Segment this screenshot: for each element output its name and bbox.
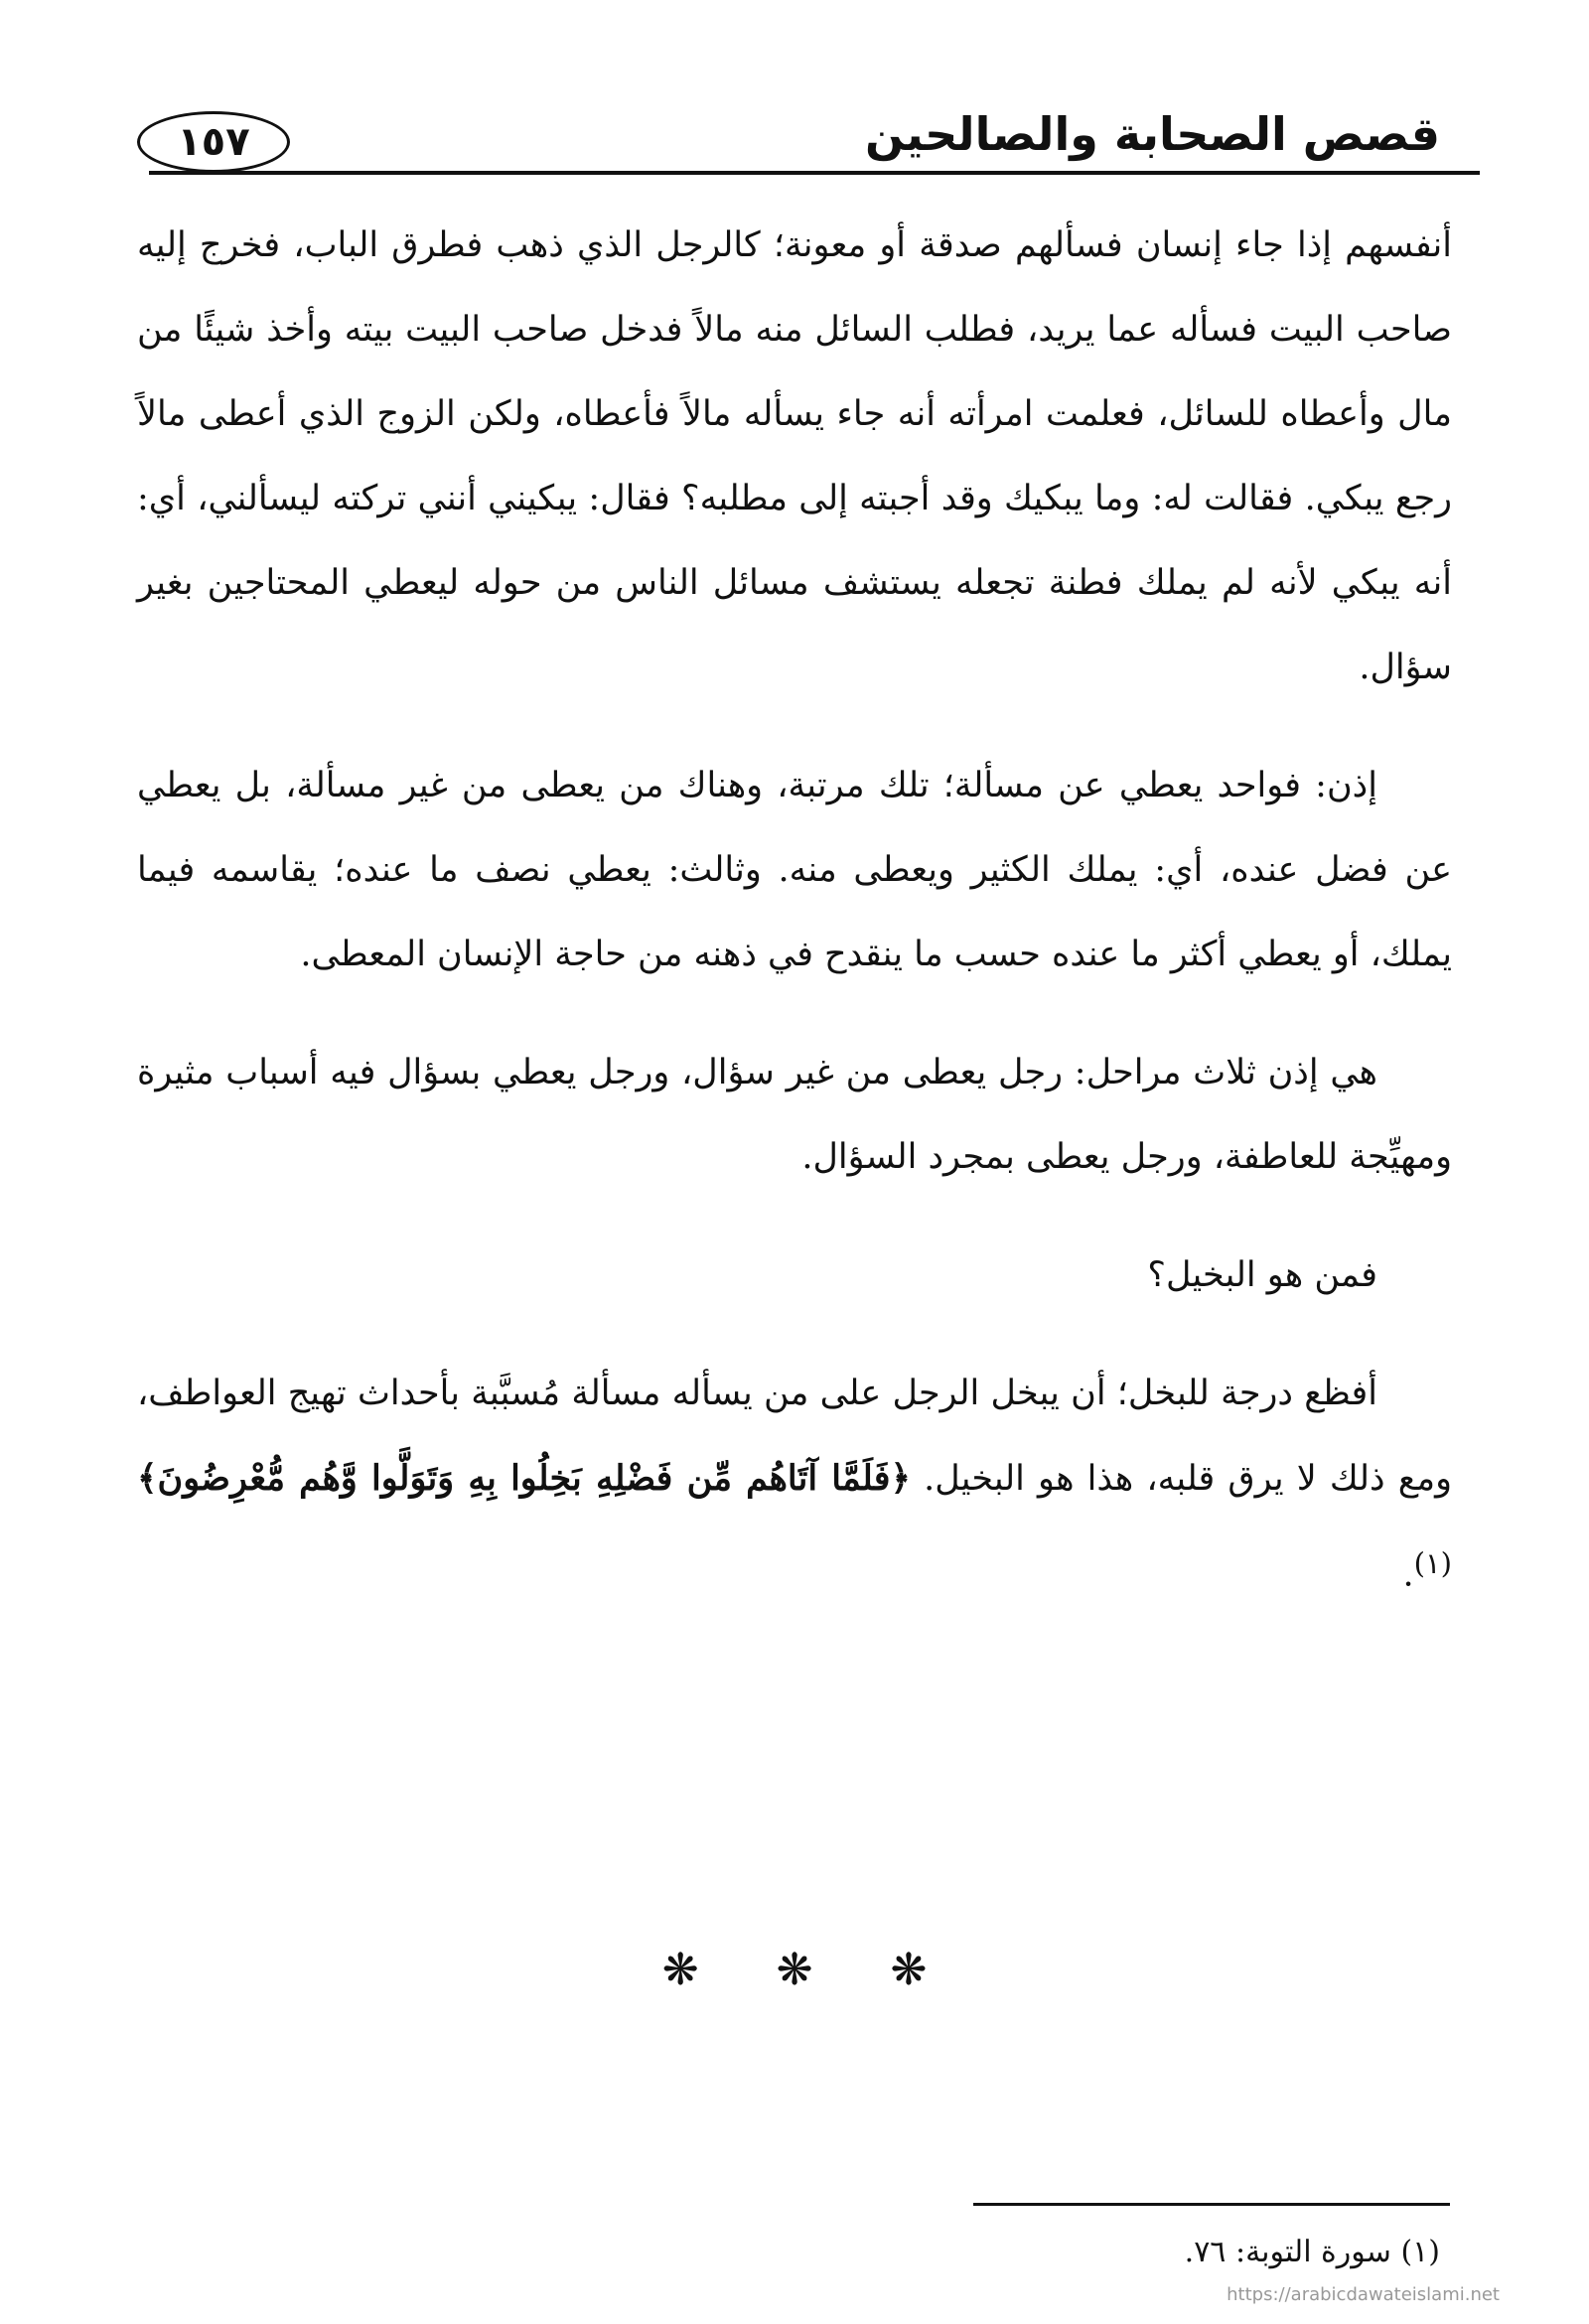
paragraph-3: هي إذن ثلاث مراحل: رجل يعطى من غير سؤال، ورجل يعطي بسؤال فيه أسباب مثيرة ومهيِّجة للعاطفة، ورجل يعطى بمجرد السؤال. — [137, 1053, 1452, 1177]
star-icon: ❋ — [890, 1945, 928, 1995]
watermark-url: https://arabicdawateislami.net — [1227, 2284, 1500, 2305]
footnote: (١) سورة التوبة: ٧٦. — [1184, 2235, 1440, 2269]
paragraph-5-end: . — [1402, 1554, 1414, 1595]
section-separator — [0, 1945, 1589, 1995]
paragraph-4: فمن هو البخيل؟ — [1147, 1255, 1377, 1295]
paragraph-5 — [137, 1352, 1452, 1618]
paragraph-2: إذن: فواحد يعطي عن مسألة؛ تلك مرتبة، وهناك من يعطى من غير مسألة، بل يعطي عن فضل عنده، أي: يملك الكثير ويعطى منه. وثالث: يعطي نصف ما عنده؛ يقاسمه فيما يملك، أو يعطي أكثر ما عنده حسب ما ينقدح في ذهنه من حاجة الإنسان المعطى. — [137, 766, 1452, 974]
star-icon: ❋ — [661, 1945, 699, 1995]
page-number: ١٥٧ — [137, 111, 290, 173]
header-divider — [149, 171, 1480, 175]
paragraph-1: أنفسهم إذا جاء إنسان فسألهم صدقة أو معونة؛ كالرجل الذي ذهب فطرق الباب، فخرج إليه صاحب البيت فسأله عما يريد، فطلب السائل منه مالاً فدخل صاحب البيت بيته وأخذ شيئًا من مال وأعطاه للسائل، فعلمت امرأته أنه جاء يسأله مالاً فأعطاه، ولكن الزوج الذي أعطى مالاً رجع يبكي. فقالت له: وما يبكيك وقد أجبته إلى مطلبه؟ فقال: يبكيني أنني تركته ليسألني، أي: أنه يبكي لأنه لم يملك فطنة تجعله يستشف مسائل الناس من حوله ليعطي المحتاجين بغير سؤال. — [137, 225, 1452, 687]
footnote-divider — [973, 2203, 1450, 2206]
footnote-ref: (١) — [1413, 1546, 1452, 1580]
star-icon: ❋ — [776, 1945, 813, 1995]
paragraph-5-text: أفظع درجة للبخل؛ أن يبخل الرجل على من يسأله مسألة مُسبَّبة بأحداث تهيج العواطف، ومع ذلك لا يرق قلبه، هذا هو البخيل. — [137, 1374, 1452, 1499]
quran-verse: ﴿فَلَمَّا آتَاهُم مِّن فَضْلِهِ بَخِلُوا بِهِ وَتَوَلَّوا وَّهُم مُّعْرِضُونَ﴾ — [137, 1458, 911, 1499]
body-text — [137, 204, 1452, 1618]
running-header-title: قصص الصحابة والصالحين — [864, 107, 1440, 161]
